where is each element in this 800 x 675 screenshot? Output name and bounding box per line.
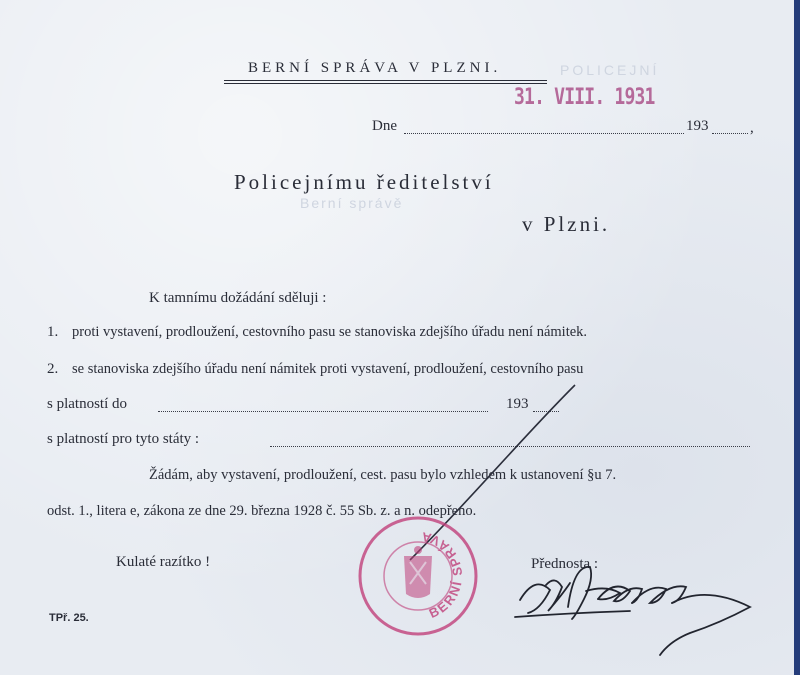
round-seal-stamp xyxy=(352,510,484,642)
addressee-line-1: Policejnímu ředitelství xyxy=(234,170,494,194)
head-of-office-label: Přednosta : xyxy=(531,556,599,572)
states-fill-line xyxy=(270,446,750,447)
page-edge xyxy=(794,0,800,675)
round-stamp-note: Kulaté razítko ! xyxy=(116,554,211,570)
item-2-text: se stanoviska zdejšího úřadu není námitek proti vystavení, prodloužení, cestovního pasu xyxy=(72,361,584,377)
request-line-1: Žádám, aby vystavení, prodloužení, cest. pasu bylo vzhledem k ustanovení §u 7. xyxy=(149,467,617,483)
validity-year: 193 xyxy=(506,396,529,412)
date-fill-line xyxy=(404,133,684,134)
bleed-through-text: POLICEJNÍ xyxy=(560,62,660,78)
validity-year-fill-line xyxy=(533,411,559,412)
item-2-number: 2. xyxy=(47,361,59,377)
addressee-line-2: v Plzni. xyxy=(522,212,611,236)
date-year: 193 xyxy=(686,118,709,134)
header-underline xyxy=(224,80,547,81)
validity-fill-line xyxy=(158,411,488,412)
svg-text:BERNÍ SPRÁVA: BERNÍ SPRÁVA xyxy=(418,528,466,621)
states-label: s platností pro tyto státy : xyxy=(47,431,200,447)
date-stamp: 31. VIII. 1931 xyxy=(514,85,655,110)
validity-label: s platností do xyxy=(47,396,128,412)
date-year-fill-line xyxy=(712,133,748,134)
item-1-number: 1. xyxy=(47,324,59,340)
form-code: TPř. 25. xyxy=(49,612,89,624)
handwritten-signature xyxy=(510,555,760,665)
request-line-2: odst. 1., litera e, zákona ze dne 29. března 1928 č. 55 Sb. z. a n. odepřeno. xyxy=(47,503,477,519)
header-underline xyxy=(224,83,547,84)
bleed-through-text: Berní správě xyxy=(300,195,404,211)
date-comma: , xyxy=(750,120,754,136)
office-header: BERNÍ SPRÁVA V PLZNI. xyxy=(248,60,502,76)
item-1-text: proti vystavení, prodloužení, cestovního pasu se stanoviska zdejšího úřadu není námitek. xyxy=(72,324,588,340)
intro-text: K tamnímu dožádání sděluji : xyxy=(149,290,327,306)
date-label: Dne xyxy=(372,118,397,134)
